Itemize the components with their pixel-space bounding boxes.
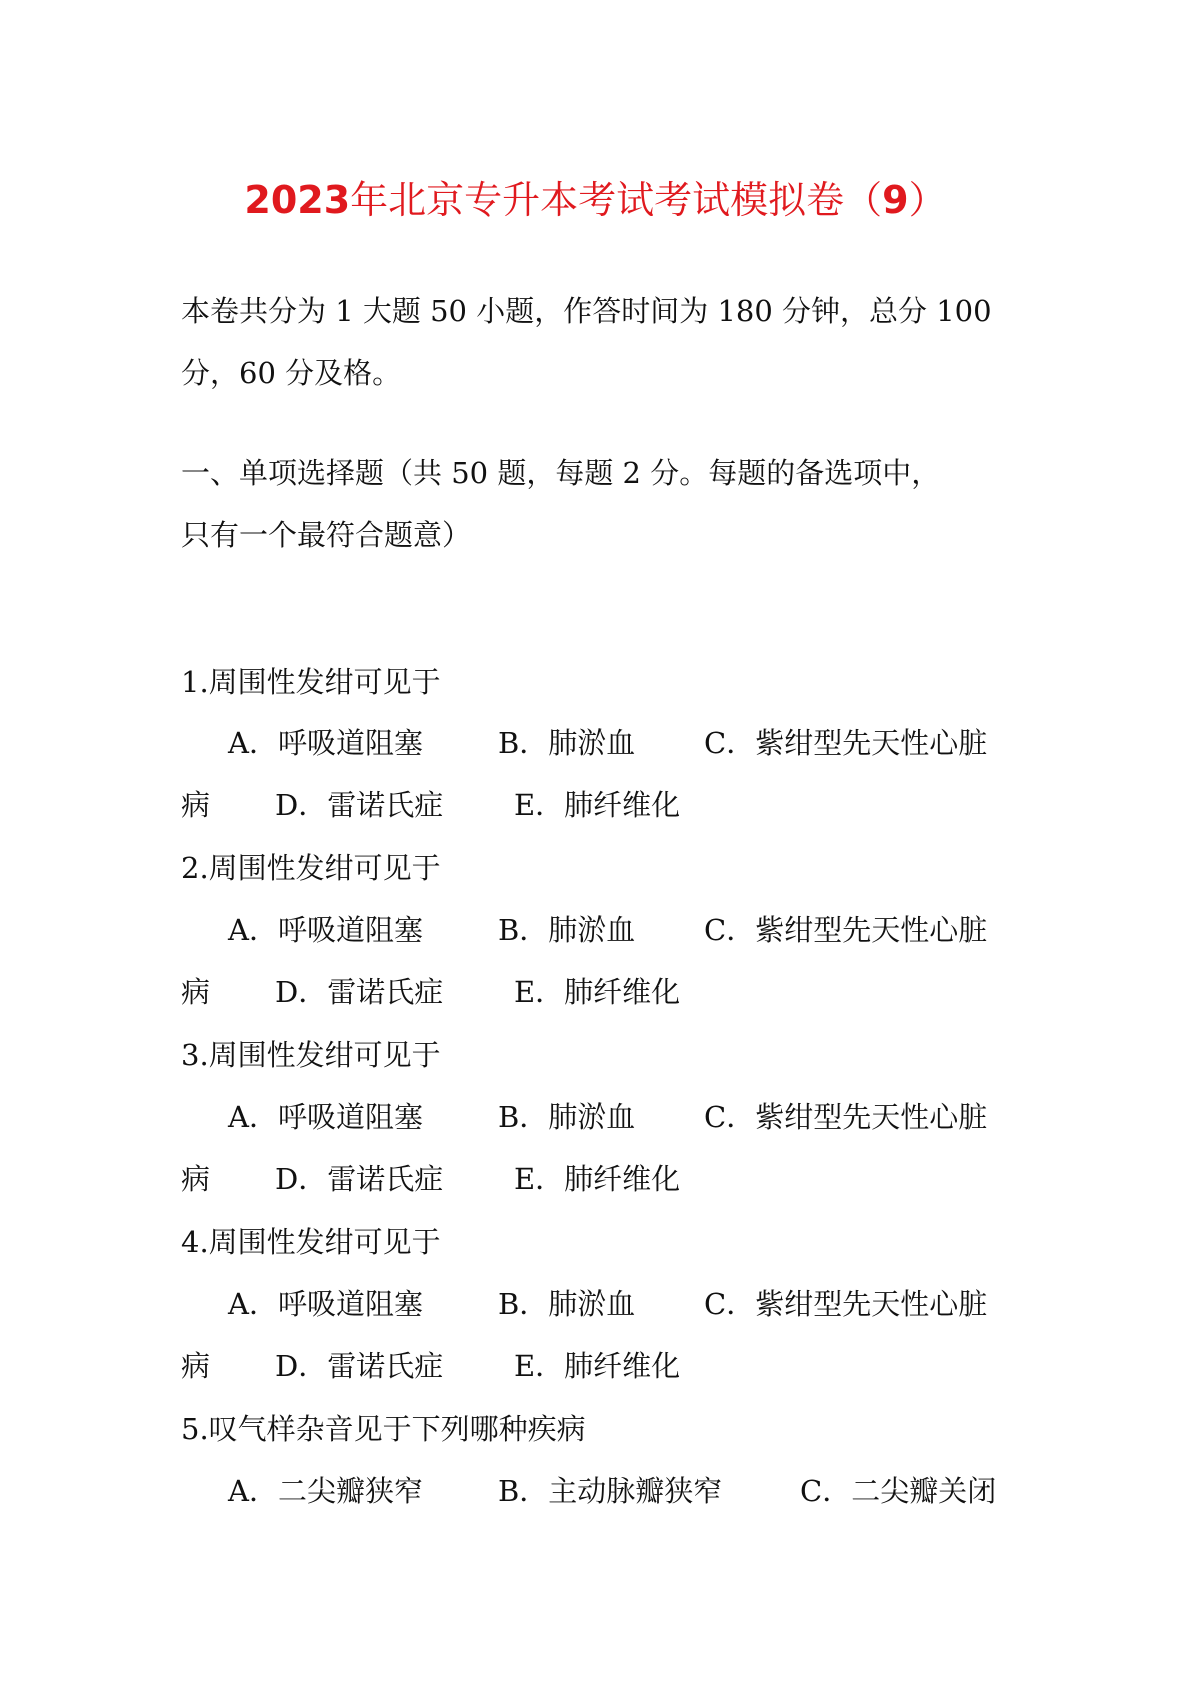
option-a: A．呼吸道阻塞: [228, 1287, 423, 1321]
title-main: 年北京专升本考试考试模拟卷（: [350, 178, 883, 222]
option-c: C．紫绀型先天性心脏: [704, 726, 988, 760]
option-e: E．肺纤维化: [514, 975, 681, 1009]
option-e: E．肺纤维化: [514, 1162, 681, 1196]
question-stem: 1.周围性发绀可见于: [181, 665, 441, 699]
title-number: 9: [882, 178, 909, 222]
option-d: D．雷诺氏症: [275, 1349, 444, 1383]
option-d: D．雷诺氏症: [275, 788, 444, 822]
option-c: C．紫绀型先天性心脏: [704, 913, 988, 947]
option-d: D．雷诺氏症: [275, 1162, 444, 1196]
question-stem: 5.叹气样杂音见于下列哪种疾病: [181, 1412, 586, 1446]
intro-line-1: 本卷共分为 1 大题 50 小题，作答时间为 180 分钟，总分 100: [181, 294, 992, 328]
option-c: C．紫绀型先天性心脏: [704, 1287, 988, 1321]
option-e: E．肺纤维化: [514, 1349, 681, 1383]
option-a: A．二尖瓣狭窄: [228, 1474, 423, 1508]
option-c: C．紫绀型先天性心脏: [704, 1100, 988, 1134]
option-b: B．主动脉瓣狭窄: [498, 1474, 723, 1508]
section-heading-line-1: 一、单项选择题（共 50 题，每题 2 分。每题的备选项中，: [181, 456, 941, 490]
section-heading-line-2: 只有一个最符合题意）: [181, 518, 472, 552]
title-year: 2023: [244, 178, 351, 222]
question-stem: 3.周围性发绀可见于: [181, 1038, 441, 1072]
title-close: ）: [908, 178, 947, 222]
option-b: B．肺淤血: [498, 913, 636, 947]
option-a: A．呼吸道阻塞: [228, 913, 423, 947]
option-c-continuation: 病: [181, 1349, 211, 1383]
option-c-continuation: 病: [181, 975, 211, 1009]
option-b: B．肺淤血: [498, 1100, 636, 1134]
option-c-continuation: 病: [181, 788, 211, 822]
question-stem: 4.周围性发绀可见于: [181, 1225, 441, 1259]
intro-line-2: 分，60 分及格。: [181, 356, 402, 390]
option-d: D．雷诺氏症: [275, 975, 444, 1009]
question-stem: 2.周围性发绀可见于: [181, 851, 441, 885]
option-c: C．二尖瓣关闭: [800, 1474, 997, 1508]
option-a: A．呼吸道阻塞: [228, 1100, 423, 1134]
option-e: E．肺纤维化: [514, 788, 681, 822]
option-b: B．肺淤血: [498, 726, 636, 760]
page-title: [0, 175, 1191, 225]
option-a: A．呼吸道阻塞: [228, 726, 423, 760]
option-c-continuation: 病: [181, 1162, 211, 1196]
option-b: B．肺淤血: [498, 1287, 636, 1321]
